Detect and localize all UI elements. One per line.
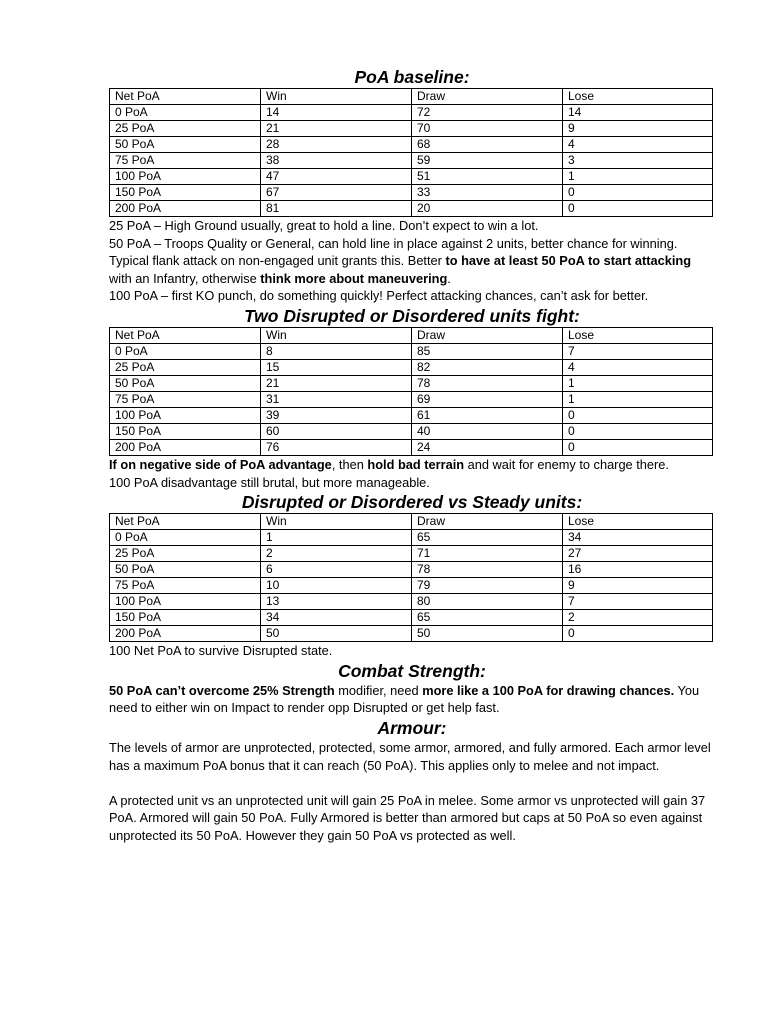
table-cell: 25 PoA [110, 546, 261, 562]
disrupted-vs-steady-notes [109, 642, 715, 660]
table-cell: 71 [412, 546, 563, 562]
table-cell: 14 [563, 105, 713, 121]
table-cell: 150 PoA [110, 610, 261, 626]
table-cell: 50 [412, 626, 563, 642]
table-cell: 10 [261, 578, 412, 594]
table-cell: 50 PoA [110, 375, 261, 391]
table-header-row [110, 514, 713, 530]
table-cell: 150 PoA [110, 185, 261, 201]
table-cell: 31 [261, 391, 412, 407]
table-row [110, 201, 713, 217]
table-cell: 100 PoA [110, 169, 261, 185]
paragraph [109, 235, 715, 288]
table-cell: 67 [261, 185, 412, 201]
table-row [110, 391, 713, 407]
paragraph [109, 456, 715, 474]
table-cell: 82 [412, 359, 563, 375]
table-cell: 21 [261, 121, 412, 137]
table-cell: 3 [563, 153, 713, 169]
paragraph [109, 792, 715, 845]
table-cell: 100 PoA [110, 407, 261, 423]
section-heading-two-disrupted: Two Disrupted or Disordered units fight: [244, 305, 580, 326]
table-header-cell: Lose [563, 514, 713, 530]
table-cell: 0 [563, 626, 713, 642]
table-cell: 16 [563, 562, 713, 578]
table-cell: 76 [261, 439, 412, 455]
bold-text: think more about maneuvering [260, 270, 448, 286]
table-row [110, 153, 713, 169]
table-row [110, 439, 713, 455]
table-cell: 68 [412, 137, 563, 153]
table-header-cell: Win [261, 327, 412, 343]
table-row [110, 546, 713, 562]
table-cell: 1 [563, 375, 713, 391]
table-cell: 27 [563, 546, 713, 562]
table-cell: 85 [412, 343, 563, 359]
paragraph [109, 682, 715, 717]
table-cell: 20 [412, 201, 563, 217]
table-cell: 1 [563, 391, 713, 407]
table-row [110, 423, 713, 439]
paragraph [109, 474, 715, 492]
table-cell: 28 [261, 137, 412, 153]
table-header-cell: Net PoA [110, 327, 261, 343]
table-header-cell: Win [261, 514, 412, 530]
table-cell: 0 PoA [110, 530, 261, 546]
table-cell: 40 [412, 423, 563, 439]
table-cell: 60 [261, 423, 412, 439]
table-row [110, 407, 713, 423]
table-row [110, 105, 713, 121]
table-row [110, 359, 713, 375]
table-cell: 0 PoA [110, 105, 261, 121]
paragraph [109, 217, 715, 235]
armour-notes [109, 739, 715, 845]
table-cell: 0 [563, 201, 713, 217]
text: with an Infantry, otherwise [109, 270, 261, 286]
table-cell: 47 [261, 169, 412, 185]
table-row [110, 137, 713, 153]
text: 100 PoA – first KO punch, do something quickly! Perfect attacking chances, can’t ask for better. [109, 288, 649, 304]
table-cell: 24 [412, 439, 563, 455]
table-cell: 78 [412, 375, 563, 391]
table-cell: 65 [412, 610, 563, 626]
table-cell: 8 [261, 343, 412, 359]
table-cell: 79 [412, 578, 563, 594]
table-header-cell: Net PoA [110, 89, 261, 105]
section-heading-disrupted-vs-steady: Disrupted or Disordered vs Steady units: [241, 492, 583, 513]
table-cell: 7 [563, 594, 713, 610]
text: 100 PoA disadvantage still brutal, but more manageable. [109, 474, 430, 490]
table-cell: 50 [261, 626, 412, 642]
poa-baseline-notes [109, 217, 715, 305]
text: 25 PoA – High Ground usually, great to hold a line. Don’t expect to win a lot. [109, 218, 539, 233]
table-cell: 25 PoA [110, 359, 261, 375]
table-cell: 75 PoA [110, 153, 261, 169]
bold-text: to have at least 50 PoA to start attacking [445, 253, 692, 269]
table-cell: 70 [412, 121, 563, 137]
table-cell: 200 PoA [110, 439, 261, 455]
paragraph-spacer [109, 774, 715, 792]
table-cell: 200 PoA [110, 201, 261, 217]
table-cell: 0 PoA [110, 343, 261, 359]
table-cell: 75 PoA [110, 391, 261, 407]
paragraph [109, 739, 715, 774]
table-cell: 0 [563, 185, 713, 201]
table-row [110, 185, 713, 201]
table-cell: 50 PoA [110, 562, 261, 578]
table-row [110, 562, 713, 578]
table-cell: 200 PoA [110, 626, 261, 642]
table-cell: 1 [261, 530, 412, 546]
table-cell: 0 [563, 423, 713, 439]
table-cell: 69 [412, 391, 563, 407]
table-cell: 75 PoA [110, 578, 261, 594]
table-cell: 59 [412, 153, 563, 169]
text: and wait for enemy to charge there. [464, 456, 669, 472]
paragraph [109, 287, 715, 305]
two-disrupted-table [109, 327, 713, 456]
table-header-cell: Lose [563, 327, 713, 343]
table-row [110, 121, 713, 137]
table-header-cell: Win [261, 89, 412, 105]
table-cell: 4 [563, 359, 713, 375]
text: . [447, 270, 451, 286]
table-cell: 80 [412, 594, 563, 610]
table-cell: 25 PoA [110, 121, 261, 137]
table-cell: 1 [563, 169, 713, 185]
table-cell: 39 [261, 407, 412, 423]
table-cell: 0 [563, 439, 713, 455]
bold-text: hold bad terrain [367, 456, 465, 472]
section-heading-armour: Armour: [377, 717, 447, 738]
bold-text: If on negative side of PoA advantage [109, 456, 332, 472]
table-header-row [110, 89, 713, 105]
table-cell: 61 [412, 407, 563, 423]
table-cell: 6 [261, 562, 412, 578]
table-cell: 33 [412, 185, 563, 201]
table-cell: 7 [563, 343, 713, 359]
table-cell: 100 PoA [110, 594, 261, 610]
combat-strength-notes [109, 682, 715, 717]
section-heading-poa-baseline: PoA baseline: [354, 67, 470, 87]
poa-baseline-table [109, 88, 713, 217]
table-row [110, 594, 713, 610]
table-cell: 9 [563, 121, 713, 137]
table-cell: 72 [412, 105, 563, 121]
paragraph [109, 642, 715, 660]
table-cell: 34 [563, 530, 713, 546]
table-row [110, 626, 713, 642]
text: The levels of armor are unprotected, protected, some armor, armored, and fully armored. Each armor level has a maximum PoA bonus that it can reach (50 PoA). This applies only to melee and not impact. [109, 739, 711, 773]
table-header-row [110, 327, 713, 343]
document-page [109, 66, 715, 845]
table-cell: 50 PoA [110, 137, 261, 153]
text: , then [331, 456, 368, 472]
bold-text: more like a 100 PoA for drawing chances. [422, 682, 675, 698]
table-row [110, 610, 713, 626]
bold-text: 50 PoA can’t overcome 25% Strength [109, 682, 335, 698]
text: A protected unit vs an unprotected unit will gain 25 PoA in melee. Some armor vs unprotected will gain 37 PoA. Armored will gain 50 PoA. Fully Armored is better than armored but caps at 50 PoA so even against unprotected its 50 PoA. However they gain 50 PoA vs protected as well. [109, 792, 706, 843]
section-heading-combat-strength: Combat Strength: [338, 660, 486, 681]
text: modifier, need [334, 682, 423, 698]
table-cell: 65 [412, 530, 563, 546]
table-cell: 14 [261, 105, 412, 121]
text: 100 Net PoA to survive Disrupted state. [109, 643, 333, 659]
table-cell: 4 [563, 137, 713, 153]
table-row [110, 578, 713, 594]
table-header-cell: Draw [412, 89, 563, 105]
table-cell: 2 [563, 610, 713, 626]
table-row [110, 530, 713, 546]
table-cell: 38 [261, 153, 412, 169]
table-cell: 2 [261, 546, 412, 562]
table-row [110, 343, 713, 359]
table-cell: 51 [412, 169, 563, 185]
table-header-cell: Draw [412, 327, 563, 343]
text: You need to either win on Impact to render opp Disrupted or get help fast. [109, 682, 700, 716]
text: 50 PoA – Troops Quality or General, can hold line in place against 2 units, better chance for winning. Typical flank attack on non-engaged unit grants this. Better [109, 235, 678, 269]
table-cell: 9 [563, 578, 713, 594]
table-header-cell: Draw [412, 514, 563, 530]
table-row [110, 375, 713, 391]
table-cell: 34 [261, 610, 412, 626]
table-cell: 15 [261, 359, 412, 375]
table-cell: 13 [261, 594, 412, 610]
table-cell: 150 PoA [110, 423, 261, 439]
table-cell: 81 [261, 201, 412, 217]
two-disrupted-notes [109, 456, 715, 491]
table-cell: 21 [261, 375, 412, 391]
table-row [110, 169, 713, 185]
table-header-cell: Net PoA [110, 514, 261, 530]
table-header-cell: Lose [563, 89, 713, 105]
table-cell: 0 [563, 407, 713, 423]
table-cell: 78 [412, 562, 563, 578]
disrupted-vs-steady-table [109, 513, 713, 642]
